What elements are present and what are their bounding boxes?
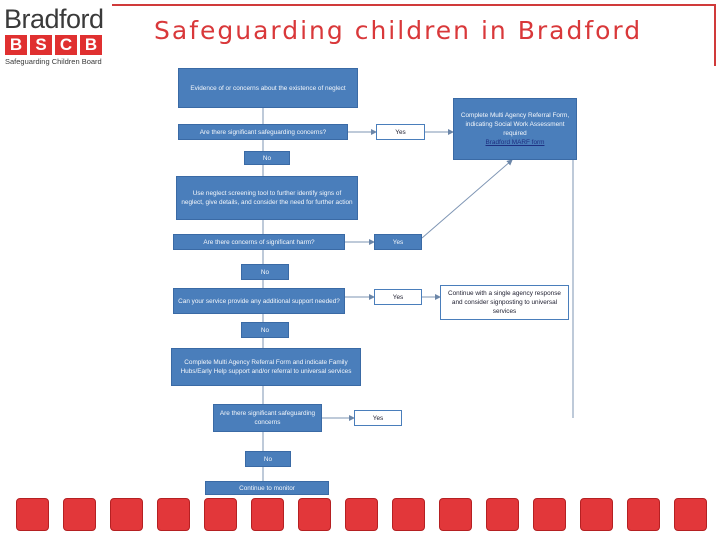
question-additional-support: Can your service provide any additional support needed? [173, 288, 345, 314]
evidence-box: Evidence of or concerns about the existence of neglect [178, 68, 358, 108]
footer-tile [580, 498, 613, 531]
no-label-2: No [241, 264, 289, 280]
yes-label-4: Yes [354, 410, 402, 426]
marf-text: Complete Multi Agency Referral Form, indicating Social Work Assessment required [460, 112, 570, 137]
footer-tile [298, 498, 331, 531]
no-label-4: No [245, 451, 291, 467]
footer-tile [439, 498, 472, 531]
footer-tile [157, 498, 190, 531]
footer-tile [533, 498, 566, 531]
no-label-3: No [241, 322, 289, 338]
logo-subtitle: Safeguarding Children Board [5, 57, 102, 66]
logo-letter: B [80, 35, 102, 55]
footer-tiles [16, 498, 716, 532]
early-help-box: Complete Multi Agency Referral Form and indicate Family Hubs/Early Help support and/or referral to universal services [171, 348, 361, 386]
single-agency-box: Continue with a single agency response and consider signposting to universal services [440, 285, 569, 320]
question-significant-1: Are there significant safeguarding concerns? [178, 124, 348, 140]
footer-tile [110, 498, 143, 531]
footer-tile [16, 498, 49, 531]
footer-tile [674, 498, 707, 531]
footer-tile [345, 498, 378, 531]
marf-box [453, 98, 577, 160]
yes-label-3: Yes [374, 289, 422, 305]
footer-tile [486, 498, 519, 531]
logo-wordmark: Bradford [4, 4, 104, 34]
footer-tile [251, 498, 284, 531]
yes-label-2: Yes [374, 234, 422, 250]
footer-tile [204, 498, 237, 531]
yes-label-1: Yes [376, 124, 425, 140]
footer-tile [627, 498, 660, 531]
footer-tile [63, 498, 96, 531]
page-title: Safeguarding children in Bradford [154, 16, 643, 45]
no-label-1: No [244, 151, 290, 165]
footer-tile [392, 498, 425, 531]
screening-tool-box: Use neglect screening tool to further identify signs of neglect, give details, and consider the need for further action [176, 176, 358, 220]
question-significant-2: Are there significant safeguarding concerns [213, 404, 322, 432]
connector [422, 160, 512, 238]
logo-letter: B [5, 35, 27, 55]
question-significant-harm: Are there concerns of significant harm? [173, 234, 345, 250]
continue-monitor-box: Continue to monitor [205, 481, 329, 495]
marf-form-link[interactable]: Bradford MARF form [485, 139, 545, 146]
logo-letter: C [55, 35, 77, 55]
logo-letter: S [30, 35, 52, 55]
